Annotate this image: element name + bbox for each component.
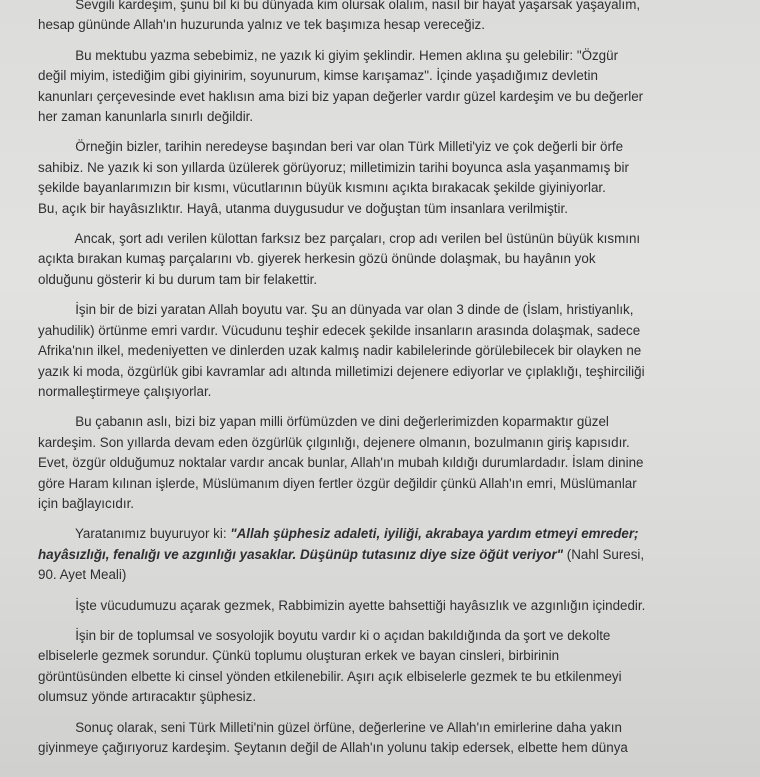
text-line: İşin bir de bizi yaratan Allah boyutu var. Şu an dünyada var olan 3 dinde de (İslam, hristiyanlık, — [38, 302, 634, 318]
text-line: elbiselerle gezmek sorundur. Çünkü toplumu oluşturan erkek ve bayan cinsleri, birbirinin — [38, 648, 560, 664]
paragraph-reason — [38, 46, 734, 128]
text-line: 90. Ayet Meali) — [38, 567, 127, 583]
text-line: göre Haram kılınan işlerde, Müslümanım diyen fertler özgür değildir çünkü Allah'ın emri, Müslümanlar — [38, 475, 637, 491]
text-line: İşte vücudumuzu açarak gezmek, Rabbimizin ayette bahsettiği hayâsızlık ve azgınlığın içindedir. — [38, 597, 646, 613]
paragraph-greeting — [38, 0, 734, 36]
text-line: görüntüsünden elbette ki cinsel yönden etkilenebilir. Aşırı açık elbiselerle gezmek te bu etkilenmeyi — [38, 668, 622, 684]
text-line: değil miyim, istediğim gibi giyinirim, soyunurum, kimse karışamaz". İçinde yaşadığımız devletin — [38, 68, 598, 84]
text-line: yazık ki moda, özgürlük gibi kavramlar adı altında milletimizi dejenere ediyorlar ve çıplaklığı, teşhirciliği — [38, 363, 645, 379]
text-line: için bağlayıcıdır. — [38, 495, 135, 511]
letter-body — [38, 0, 734, 758]
text-line: Ancak, şort adı verilen külottan farksız bez parçaları, crop adı verilen bel üstünün büyük kısmını — [38, 231, 641, 247]
paragraph-conclusion-verse — [38, 596, 734, 616]
paragraph-quote — [38, 524, 734, 585]
quote-text: "Allah şüphesiz adaleti, iyiliği, akrabaya yardım etmeyi emreder; — [230, 526, 639, 542]
quote-intro: Yaratanımız buyuruyor ki: — [38, 526, 231, 542]
text-line: Bu çabanın aslı, bizi biz yapan milli örfümüzden ve dini değerlerimizden koparmaktır güzel — [38, 414, 609, 430]
text-line: Bu, açık bir hayâsızlıktır. Hayâ, utanma duygusudur ve doğuştan tüm insanlara verilmiştir. — [38, 200, 568, 216]
text-line: olduğunu gösterir ki bu durum tam bir felakettir. — [38, 271, 318, 287]
text-line: Sonuç olarak, seni Türk Milleti'nin güzel örfüne, değerlerine ve Allah'ın emirlerine daha yakın — [38, 719, 622, 735]
text-line: İşin bir de toplumsal ve sosyolojik boyutu vardır ki o açıdan bakıldığında da şort ve dekolte — [38, 627, 611, 643]
text-line: giyinmeye çağırıyoruz kardeşim. Şeytanın değil de Allah'ın yolunu takip edersek, elbette hem dünya — [38, 740, 628, 755]
text-line: Afrika'nın ilkel, medeniyetten ve dinlerden uzak kalmış nadir kabilelerinde görülebilecek bir olayken ne — [38, 343, 642, 359]
text-line: Sevgili kardeşim, şunu bil ki bu dünyada kim olursak olalım, nasıl bir hayat yaşarsak yaşayalım, — [38, 0, 641, 12]
text-line — [38, 524, 734, 544]
text-line: kardeşim. Son yıllarda devam eden özgürlük çılgınlığı, dejenere olmanın, bozulmanın giriş kapısıdır. — [38, 434, 630, 450]
quote-text: hayâsızlığı, fenalığı ve azgınlığı yasaklar. Düşünüp tutasınız diye size öğüt veriyor" — [38, 546, 564, 562]
text-line: olumsuz yönde artıracaktır şüphesiz. — [38, 689, 257, 705]
text-line: sahibiz. Ne yazık ki son yıllarda üzülerek görüyoruz; milletimizin tarihi boyunca asla yaşanmamış bir — [38, 159, 629, 175]
text-line: her zaman kanunlarla sınırlı değildir. — [38, 109, 254, 125]
paragraph-clothing — [38, 229, 734, 290]
text-line: Örneğin bizler, tarihin neredeyse başından beri var olan Türk Milleti'yiz ve çok değerli bir örfe — [38, 139, 624, 155]
text-line: kanunları çerçevesinde evet haklısın ama bizi biz yapan değerler vardır güzel kardeşim ve bu değerler — [38, 88, 644, 104]
paragraph-result — [38, 718, 734, 759]
paragraph-values — [38, 412, 734, 514]
text-line: normalleştirmeye çalışıyorlar. — [38, 383, 212, 399]
text-line: Evet, özgür olduğumuz noktalar vardır ancak bunlar, Allah'ın mubah kıldığı durumlardadır. İslam dinine — [38, 455, 644, 471]
text-line: Bu mektubu yazma sebebimiz, ne yazık ki giyim şeklindir. Hemen aklına şu gelebilir: "Özgür — [38, 47, 619, 63]
text-line: yahudilik) örtünme emri vardır. Vücudunu teşhir edecek şekilde insanların arasında dolaşmak, sadece — [38, 322, 641, 338]
paragraph-religion — [38, 300, 734, 402]
text-line — [38, 545, 734, 565]
text-line: şekilde bayanlarımızın bir kısmı, vücutlarının büyük kısmını açıkta bırakacak şekilde giyiniyorlar. — [38, 180, 606, 196]
quote-source: (Nahl Suresi, — [563, 546, 645, 562]
text-line: hesap gününde Allah'ın huzurunda yalnız ve tek başımıza hesap vereceğiz. — [38, 17, 485, 33]
text-line: açıkta bırakan kumaş parçalarını vb. giyerek herkesin gözü önünde dolaşmak, bu hayânın yok — [38, 251, 596, 267]
paragraph-social — [38, 626, 734, 708]
paragraph-example — [38, 137, 734, 219]
